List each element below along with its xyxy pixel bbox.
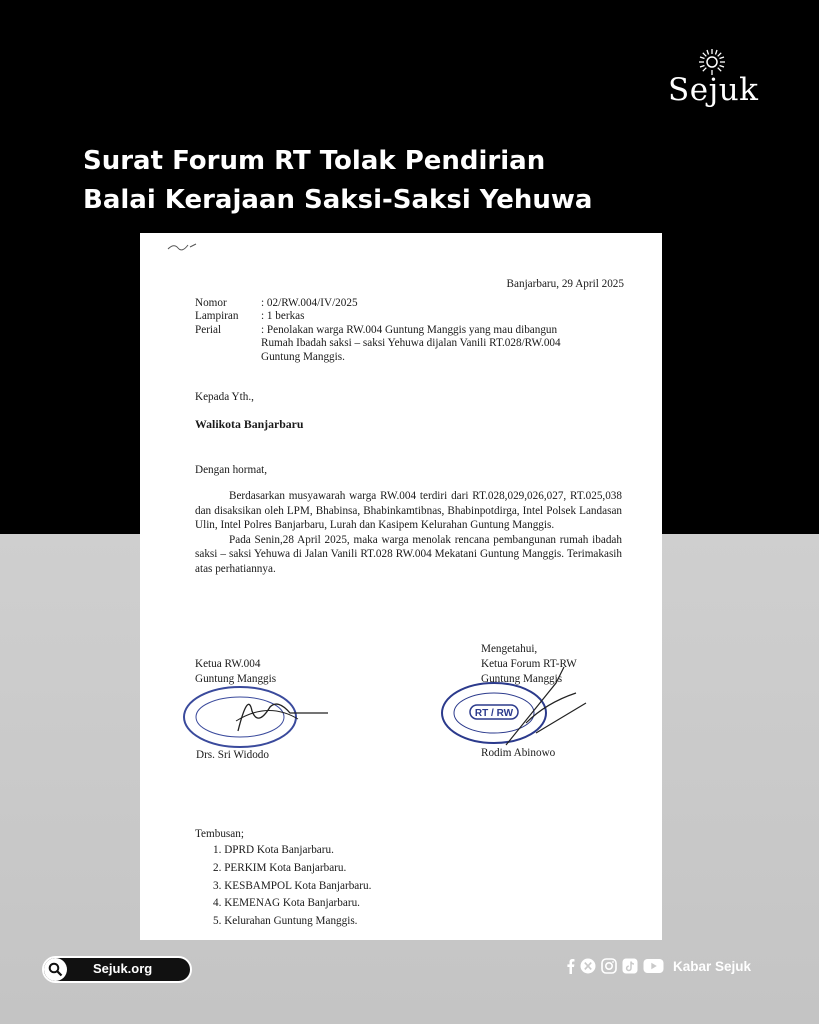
- youtube-icon[interactable]: [643, 958, 664, 974]
- meta-key: Perial: [195, 323, 222, 336]
- body-paragraph-2: Pada Senin,28 April 2025, maka warga menolak rencana pembangunan rumah ibadah saksi – saksi Yehuwa di Jalan Vanili RT.028 RW.004 Mekatani Guntung Manggis. Terimakasih atas perhatiannya.: [195, 533, 622, 575]
- cc-item: 3. KESBAMPOL Kota Banjarbaru.: [213, 879, 372, 892]
- rw-stamp-left: [178, 681, 338, 753]
- site-link[interactable]: [42, 956, 192, 983]
- sign-right-name: Rodim Abinowo: [481, 747, 556, 759]
- greeting-to: Kepada Yth.,: [195, 391, 254, 403]
- svg-text:RT / RW: RT / RW: [474, 708, 514, 719]
- meta-value: : Penolakan warga RW.004 Guntung Manggis yang mau dibangun: [261, 323, 558, 336]
- forum-stamp-right: [436, 663, 606, 753]
- headline-line-2: Balai Kerajaan Saksi-Saksi Yehuwa: [83, 185, 593, 215]
- sign-right-title: Ketua Forum RT-RW: [481, 657, 577, 670]
- letter-document: [140, 233, 662, 940]
- cc-item: 2. PERKIM Kota Banjarbaru.: [213, 861, 347, 874]
- letter-body: [195, 489, 622, 577]
- sign-left-area: Guntung Manggis: [195, 672, 277, 685]
- meta-key: Lampiran: [195, 310, 239, 323]
- site-url: Sejuk.org: [93, 961, 153, 976]
- sign-left-title: Ketua RW.004: [195, 658, 261, 670]
- salutation: Dengan hormat,: [195, 464, 268, 476]
- headline-line-1: Surat Forum RT Tolak Pendirian: [83, 146, 546, 176]
- x-icon[interactable]: [580, 958, 596, 974]
- brand-logo: [660, 48, 770, 118]
- instagram-icon[interactable]: [601, 958, 617, 974]
- cc-item: 1. DPRD Kota Banjarbaru.: [213, 844, 334, 856]
- letter-meta: [195, 297, 561, 364]
- meta-value: : 1 berkas: [261, 310, 305, 323]
- meta-key: Nomor: [195, 297, 227, 309]
- meta-value: : 02/RW.004/IV/2025: [261, 297, 358, 309]
- body-paragraph-1: Berdasarkan musyawarah warga RW.004 terdiri dari RT.028,029,026,027, RT.025,038 dan disaksikan oleh LPM, Bhabinsa, Bhabinkamtibnas, Bhabinpotdirga, Intel Polsek Landasan Ulin, Intel Polres Banjarbaru, Lurah dan Kasipem Kelurahan Guntung Manggis.: [195, 490, 622, 532]
- tiktok-icon[interactable]: [622, 958, 638, 974]
- meta-row-lampiran: [195, 310, 561, 323]
- meta-row-perial: [195, 324, 561, 337]
- letter-date: Banjarbaru, 29 April 2025: [506, 278, 624, 290]
- meta-row-nomor: [195, 297, 561, 310]
- social-label: Kabar Sejuk: [673, 958, 752, 974]
- social-links: [566, 957, 751, 975]
- recipient: Walikota Banjarbaru: [195, 417, 304, 431]
- search-icon: [44, 958, 67, 981]
- meta-continuation-1: Rumah Ibadah saksi – saksi Yehuwa dijalan Vanili RT.028/RW.004: [261, 337, 561, 350]
- pen-scribble: [164, 237, 204, 253]
- cc-title: Tembusan;: [195, 828, 244, 840]
- sign-left-name: Drs. Sri Widodo: [196, 749, 269, 761]
- headline: [83, 142, 703, 220]
- facebook-icon[interactable]: [566, 958, 575, 974]
- brand-name: Sejuk: [668, 72, 759, 108]
- meta-continuation-2: Guntung Manggis.: [261, 350, 345, 363]
- cc-list: [213, 842, 371, 931]
- cc-item: 4. KEMENAG Kota Banjarbaru.: [213, 897, 360, 910]
- sign-right-ack: Mengetahui,: [481, 643, 538, 655]
- cc-item: 5. Kelurahan Guntung Manggis.: [213, 915, 358, 928]
- sign-right-area: Guntung Manggis: [481, 672, 563, 685]
